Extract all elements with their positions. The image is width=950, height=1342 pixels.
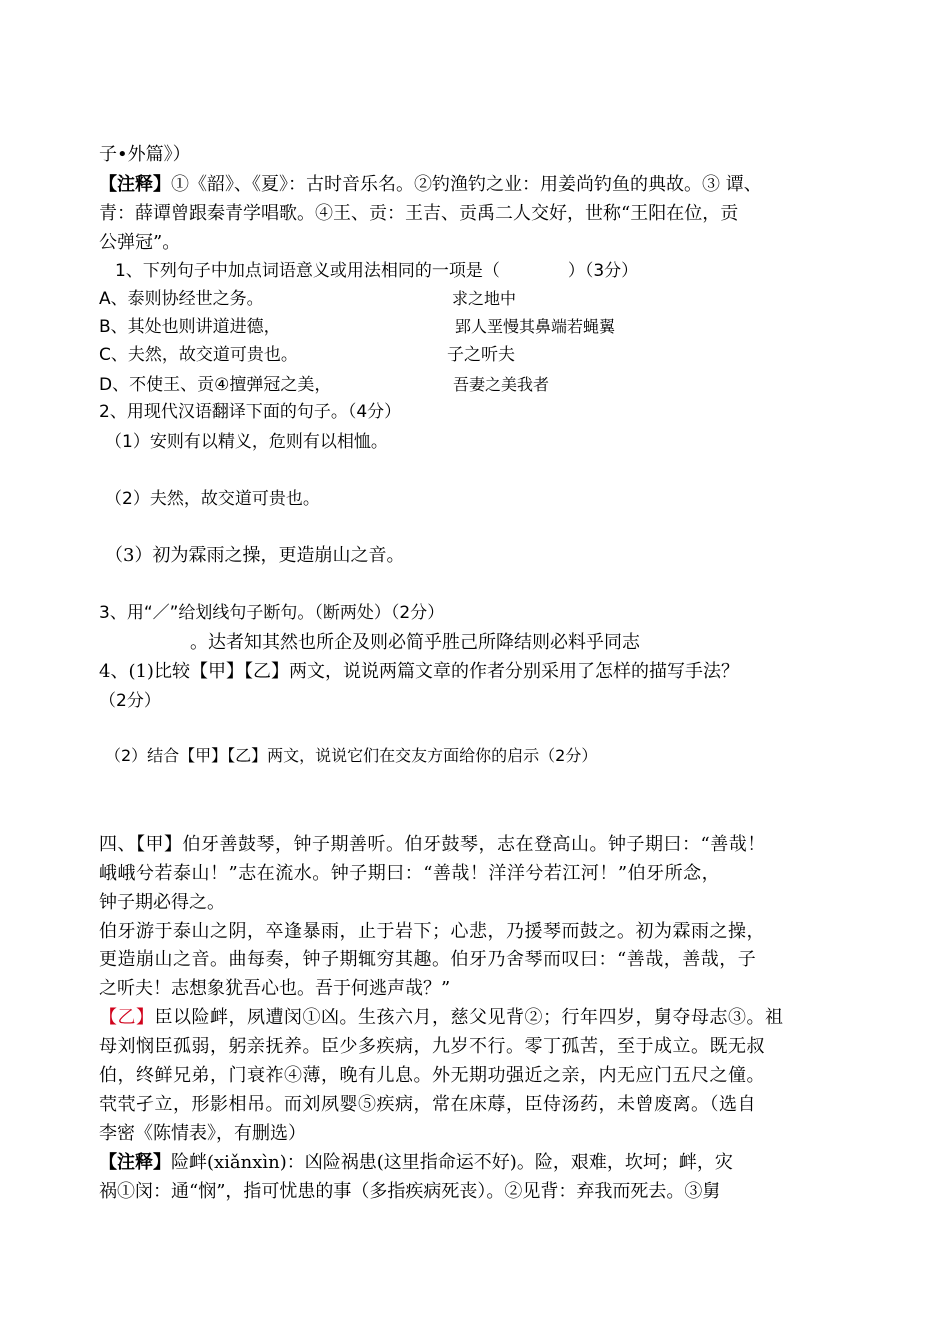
text-line: 青：薛谭曾跟秦青学唱歌。④王、贡：王吉、贡禹二人交好，世称“王阳在位，贡 bbox=[99, 203, 739, 224]
text-line: 公弹冠”。 bbox=[99, 232, 181, 253]
annotation-line bbox=[99, 172, 762, 198]
passage-yi-label: 【乙】 bbox=[99, 1007, 155, 1028]
annotation-line bbox=[99, 1150, 733, 1176]
annotation-text: ①《韶》、《夏》：古时音乐名。②钓渔钓之业：用姜尚钓鱼的典故。③ 谭、 bbox=[171, 174, 762, 195]
passage-yi-line bbox=[99, 1005, 784, 1031]
option-b-compare: 郢人垩慢其鼻端若蝇翼 bbox=[455, 317, 616, 336]
passage-jia-line: 钟子期必得之。 bbox=[99, 892, 225, 913]
question-4-score: （2分） bbox=[99, 691, 161, 711]
question-4-item-2: （2）结合【甲】【乙】两文，说说它们在交友方面给你的启示（2分） bbox=[105, 746, 598, 765]
question-4: 4、(1)比较【甲】【乙】两文，说说两篇文章的作者分别采用了怎样的描写手法？ bbox=[99, 661, 739, 682]
annotation-label: 【注释】 bbox=[99, 174, 171, 195]
question-1: 1、下列句子中加点词语意义或用法相同的一项是（ ）（3分） bbox=[115, 261, 639, 281]
passage-jia-line: 四、【甲】伯牙善鼓琴，钟子期善听。伯牙鼓琴，志在登高山。钟子期曰：“善哉！ bbox=[99, 834, 766, 855]
question-3-sentence: 。达者知其然也所企及则必简乎胜己所降结则必料乎同志 bbox=[190, 632, 640, 653]
passage-jia-line: 更造崩山之音。曲每奏，钟子期辄穷其趣。伯牙乃舍琴而叹曰：“善哉，善哉，子 bbox=[99, 949, 757, 970]
text-line: 子•外篇》） bbox=[99, 144, 191, 165]
option-b: B、其处也则讲道进德， bbox=[99, 317, 281, 337]
passage-jia-line: 伯牙游于泰山之阴，卒逢暴雨，止于岩下；心悲，乃援琴而鼓之。初为霖雨之操， bbox=[99, 921, 765, 942]
passage-jia-line: 之听夫！志想象犹吾心也。吾于何逃声哉？” bbox=[99, 978, 451, 999]
question-2-item-3: （3）初为霖雨之操，更造崩山之音。 bbox=[105, 545, 405, 566]
option-d: D、不使王、贡④擅弹冠之美， bbox=[99, 375, 332, 395]
question-3: 3、用“／”给划线句子断句。（断两处）（2分） bbox=[99, 603, 445, 623]
question-2-item-2: （2）夫然，故交道可贵也。 bbox=[105, 489, 320, 509]
annotation-line: 祸①闵：通“悯”，指可忧患的事（多指疾病死丧）。②见背：弃我而死去。③舅 bbox=[99, 1181, 721, 1202]
passage-yi-line: 茕茕孑立，形影相吊。而刘夙婴⑤疾病，常在床蓐，臣侍汤药，未曾废离。（选自 bbox=[99, 1094, 756, 1115]
question-2-item-1: （1）安则有以精义，危则有以相恤。 bbox=[105, 432, 388, 452]
passage-yi-line: 伯，终鲜兄弟，门衰祚④薄，晚有儿息。外无期功强近之亲，内无应门五尺之僮。 bbox=[99, 1065, 765, 1086]
passage-yi-text: 臣以险衅，夙遭闵①凶。生孩六月，慈父见背②；行年四岁，舅夺母志③。祖 bbox=[154, 1007, 784, 1028]
option-d-compare: 吾妻之美我者 bbox=[453, 375, 550, 394]
passage-jia-line: 峨峨兮若泰山！”志在流水。钟子期曰：“善哉！洋洋兮若江河！”伯牙所念， bbox=[99, 863, 721, 884]
option-c-compare: 子之听夫 bbox=[447, 345, 515, 365]
option-a-compare: 求之地中 bbox=[452, 289, 517, 308]
passage-yi-line: 李密《陈情表》，有删选） bbox=[99, 1123, 306, 1144]
annotation-text: 险衅(xiǎnxìn)：凶险祸患(这里指命运不好)。险，艰难，坎坷；衅，灾 bbox=[171, 1152, 733, 1173]
option-a: A、泰则协经世之务。 bbox=[99, 289, 264, 309]
option-c: C、夫然，故交道可贵也。 bbox=[99, 345, 298, 365]
passage-yi-line: 母刘悯臣孤弱，躬亲抚养。臣少多疾病，九岁不行。零丁孤苦，至于成立。既无叔 bbox=[99, 1036, 765, 1057]
annotation-label: 【注释】 bbox=[99, 1152, 171, 1173]
question-2: 2、用现代汉语翻译下面的句子。（4分） bbox=[99, 402, 402, 422]
